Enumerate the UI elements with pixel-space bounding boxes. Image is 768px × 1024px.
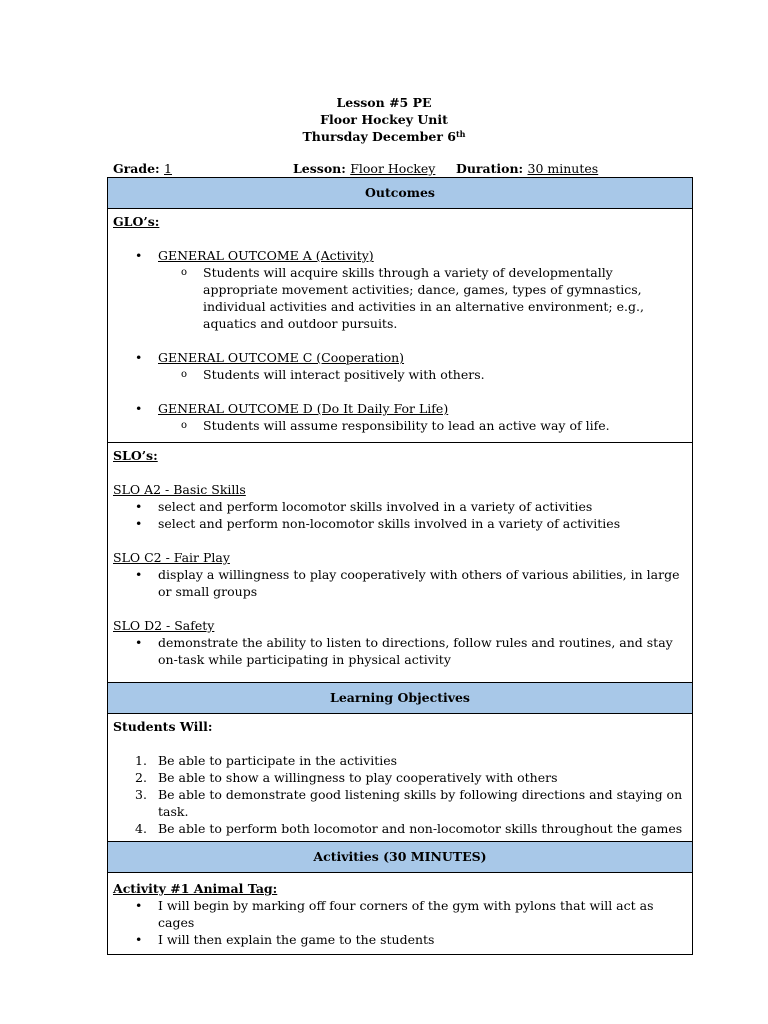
glo-section xyxy=(108,209,692,443)
slo-label: SLO D2 - Safety xyxy=(113,618,215,633)
activity-step: • I will then explain the game to the students xyxy=(113,931,687,948)
objective-item: 4. Be able to perform both locomotor and non-locomotor skills throughout the games xyxy=(135,821,683,836)
slo-item: • display a willingness to play cooperatively with others of various abilities, in large or small groups xyxy=(113,566,687,600)
unit-title: Floor Hockey Unit xyxy=(320,112,448,127)
objectives-section xyxy=(108,714,692,841)
slo-item: • select and perform locomotor skills involved in a variety of activities xyxy=(113,498,687,515)
grade-info: Grade: 1 xyxy=(113,161,172,176)
objective-item: 2. Be able to show a willingness to play cooperatively with others xyxy=(135,770,558,785)
glo-list xyxy=(113,247,687,332)
activity-title: Activity #1 Animal Tag: xyxy=(113,881,278,896)
lesson-plan-table xyxy=(107,177,693,955)
slo-heading: SLO’s: xyxy=(113,448,158,463)
lesson-info: Lesson: Floor Hockey xyxy=(293,161,436,176)
lesson-date: Thursday December 6th xyxy=(302,129,466,144)
glo-item: • GENERAL OUTCOME A (Activity) o Students will acquire skills through a variety of developmentally appropriate movement activities; dance, games, types of gymnastics, individual activities and activities in an alternative environment; e.g., aquatics and outdoor pursuits. xyxy=(113,247,687,332)
glo-detail: o Students will acquire skills through a variety of developmentally appropriate movement activities; dance, games, types of gymnastics, individual activities and activities in an alternative environment; e.g., aquatics and outdoor pursuits. xyxy=(113,264,687,332)
glo-heading: GLO’s: xyxy=(113,214,160,229)
slo-label: SLO A2 - Basic Skills xyxy=(113,482,246,497)
glo-item: • GENERAL OUTCOME D (Do It Daily For Life) o Students will assume responsibility to lead an active way of life. xyxy=(113,400,687,434)
learning-objectives-heading: Learning Objectives xyxy=(108,682,692,714)
objective-item: 1. Be able to participate in the activities xyxy=(135,753,398,768)
slo-label: SLO C2 - Fair Play xyxy=(113,550,230,565)
glo-item: • GENERAL OUTCOME C (Cooperation) o Students will interact positively with others. xyxy=(113,349,687,383)
duration-info: Duration: 30 minutes xyxy=(456,161,599,176)
lesson-number: Lesson #5 PE xyxy=(336,95,432,110)
slo-section xyxy=(108,443,692,682)
outcomes-heading: Outcomes xyxy=(108,178,692,209)
glo-detail: o Students will assume responsibility to lead an active way of life. xyxy=(113,417,687,434)
glo-detail: o Students will interact positively with others. xyxy=(113,366,687,383)
activities-section xyxy=(108,873,692,954)
slo-item: • select and perform non-locomotor skills involved in a variety of activities xyxy=(113,515,687,532)
lesson-header xyxy=(0,94,768,145)
objectives-list xyxy=(113,752,687,837)
objective-item: 3. Be able to demonstrate good listening skills by following directions and staying on task. xyxy=(135,787,683,819)
activities-heading: Activities (30 MINUTES) xyxy=(108,841,692,873)
activity-step: • I will begin by marking off four corners of the gym with pylons that will act as cages xyxy=(113,897,687,931)
objectives-lead: Students Will: xyxy=(113,719,213,734)
lesson-info-row xyxy=(113,160,703,177)
slo-item: • demonstrate the ability to listen to directions, follow rules and routines, and stay on-task while participating in physical activity xyxy=(113,634,687,668)
